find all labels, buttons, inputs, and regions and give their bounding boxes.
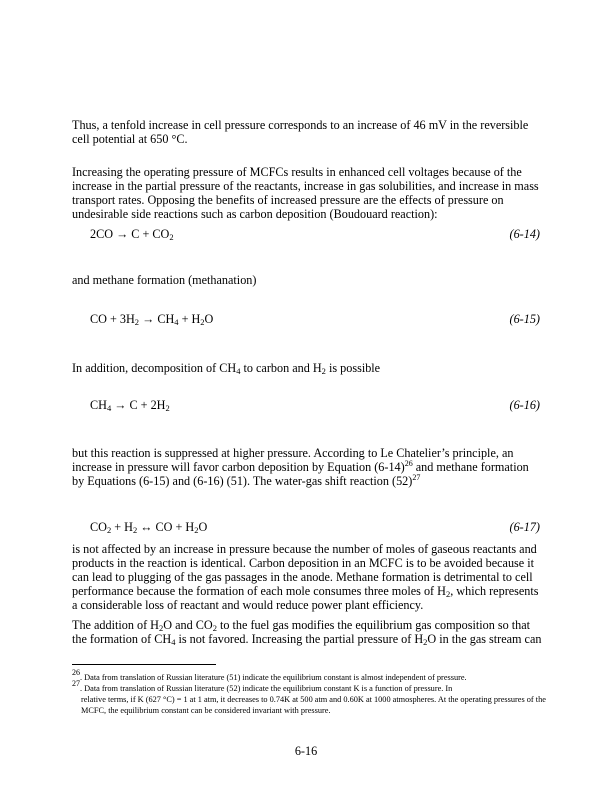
equation xyxy=(90,398,540,412)
paragraph xyxy=(72,446,542,488)
text-run: to the fuel gas modifies the equilibrium gas composition so that the formation of CH xyxy=(72,618,531,647)
text-run: + H xyxy=(111,520,133,534)
subscript: 2 xyxy=(212,623,217,633)
text-run: 2CO → C + CO xyxy=(90,227,170,241)
footnote xyxy=(72,668,547,683)
paragraph xyxy=(72,618,542,646)
text-run: O xyxy=(198,520,208,534)
text-run: , which represents a considerable loss of reactant and would reduce power plant efficiency. xyxy=(72,584,539,613)
subscript: 4 xyxy=(174,317,179,327)
text-run: is not favored. Increasing the partial pressure of H xyxy=(175,632,424,647)
footnote xyxy=(72,679,547,716)
text-run: O xyxy=(204,312,214,326)
superscript: 26 xyxy=(404,459,413,469)
text-run: to carbon and H xyxy=(240,361,322,375)
superscript: 27 xyxy=(412,473,421,483)
text-run: Increasing the operating pressure of MCFCs results in enhanced cell voltages because of the increase in the partial pressure of the reactants, increase in gas solubilities, and increase in mass transport rates. Opposing the benefits of increased pressure are the effects of pressure on undesirable side reactions such as carbon deposition (Boudouard reaction): xyxy=(72,165,539,222)
page-number: 6-16 xyxy=(294,744,318,758)
footnote-text: . Data from translation of Russian literature (51) indicate the equilibrium constant is almost independent of pressure. xyxy=(80,673,467,682)
text-run: but this reaction is suppressed at higher pressure. According to Le Chatelier’s principle, an increase in pressure will favor carbon deposition by Equation (6-14) xyxy=(72,446,514,475)
text-run: Thus, a tenfold increase in cell pressure corresponds to an increase of 46 mV in the reversible cell potential at 650 °C. xyxy=(72,118,529,147)
footnote-divider xyxy=(72,664,216,665)
subscript: 2 xyxy=(194,525,199,535)
text-run: → CH xyxy=(139,312,175,326)
equation xyxy=(90,312,540,326)
subscript: 2 xyxy=(134,317,140,327)
equation-expression xyxy=(90,398,170,412)
text-run: O and CO xyxy=(163,618,213,632)
equation-expression xyxy=(90,520,207,534)
text-run: and methane formation by Equations (6-15) and (6-16) (51). The water-gas shift reaction (52) xyxy=(72,460,529,489)
text-run: O in the gas stream can xyxy=(427,632,542,647)
subscript: 2 xyxy=(159,623,164,633)
text-run: CO + 3H xyxy=(90,312,135,326)
equation xyxy=(90,520,540,534)
text-run: is possible xyxy=(325,361,381,375)
equation-expression xyxy=(90,312,213,326)
text-run: and methane formation (methanation) xyxy=(72,273,257,287)
footnote-text: . Data from translation of Russian literature (52) indicate the equilibrium constant K is a function of pressure. In xyxy=(80,684,453,693)
equation-number: (6-17) xyxy=(509,520,540,534)
subscript: 2 xyxy=(169,232,174,242)
subscript: 2 xyxy=(445,589,451,600)
text-run: CH xyxy=(90,398,107,412)
text-run: → C + 2H xyxy=(111,398,166,412)
subscript: 2 xyxy=(132,525,138,535)
text-run: is not affected by an increase in pressure because the number of moles of gaseous reactants and products in the reaction is identical. Carbon deposition in an MCFC is to be avoided because it can lead to plugging of the gas passages in the anode. Methane formation is detrimental to cell performance because the formation of each mole consumes three moles of H xyxy=(72,542,537,599)
paragraph xyxy=(72,361,542,375)
text-run: The addition of H xyxy=(72,618,159,632)
paragraph xyxy=(72,542,542,612)
text-run: ↔ CO + H xyxy=(137,520,195,534)
equation-number: (6-14) xyxy=(509,227,540,241)
subscript: 2 xyxy=(423,637,428,648)
subscript: 4 xyxy=(236,366,241,376)
footnote-continuation: relative terms, if K (627 °C) = 1 at 1 atm, it decreases to 0.74K at 500 atm and 0.60K at 1000 atmospheres. At the operating pressures of the MCFC, the equilibrium constant can be considered invariant with pressure. xyxy=(81,695,546,716)
subscript: 4 xyxy=(106,403,112,413)
equation-number: (6-15) xyxy=(509,312,540,326)
equation xyxy=(90,227,540,241)
equation-expression xyxy=(90,227,174,241)
subscript: 2 xyxy=(106,525,112,535)
text-run: + H xyxy=(178,312,201,326)
paragraph xyxy=(72,165,542,221)
equation-number: (6-16) xyxy=(509,398,540,412)
subscript: 2 xyxy=(200,317,205,327)
subscript: 2 xyxy=(321,366,326,376)
subscript: 4 xyxy=(171,637,176,648)
footnote-mark: 27 xyxy=(72,679,80,688)
text-run: In addition, decomposition of CH xyxy=(72,361,237,375)
subscript: 2 xyxy=(165,403,170,413)
text-run: CO xyxy=(90,520,107,534)
footnote-mark: 26 xyxy=(72,668,80,677)
paragraph xyxy=(72,273,542,287)
paragraph xyxy=(72,118,542,146)
